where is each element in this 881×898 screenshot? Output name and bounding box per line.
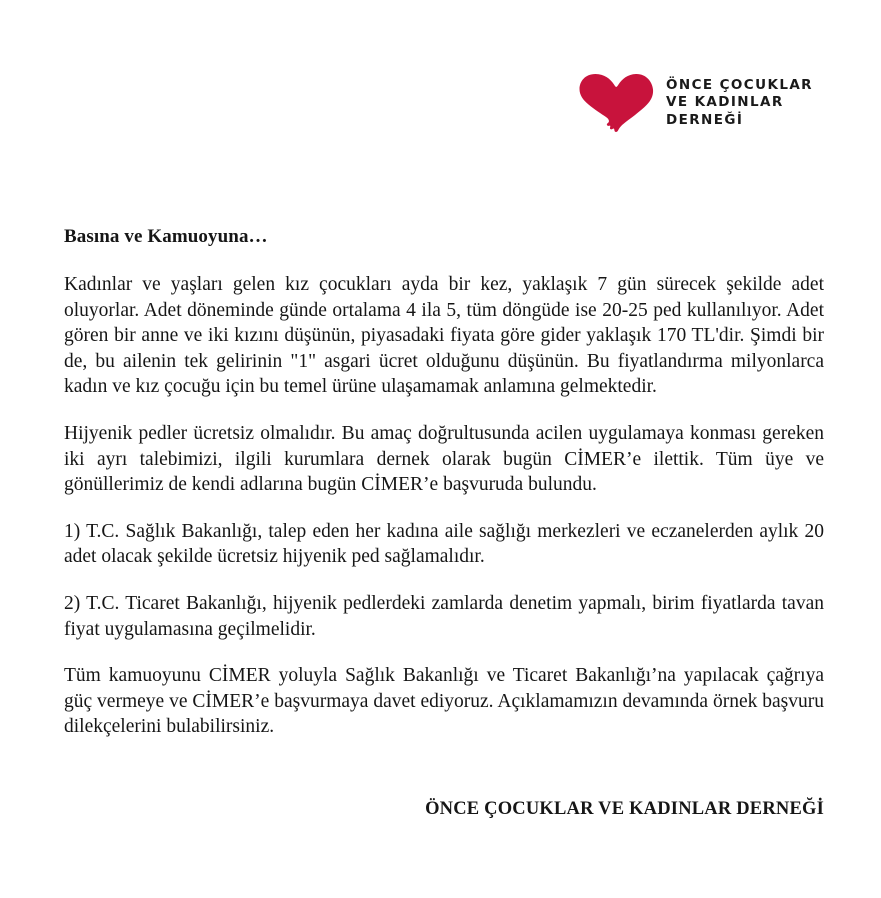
signature-line: ÖNCE ÇOCUKLAR VE KADINLAR DERNEĞİ <box>425 799 824 819</box>
paragraph-demand-item-2: 2) T.C. Ticaret Bakanlığı, hijyenik pedlerdeki zamlarda denetim yapmalı, birim fiyatlarda tavan fiyat uygulamasına geçilmelidir. <box>64 592 824 640</box>
organization-logo <box>578 72 813 134</box>
logo-wordmark-line-2: VE KADINLAR <box>666 94 784 111</box>
paragraph-demand-item-1: 1) T.C. Sağlık Bakanlığı, talep eden her kadına aile sağlığı merkezleri ve eczanelerden aylık 20 adet olacak şekilde ücretsiz hijyenik ped sağlamalıdır. <box>64 520 824 568</box>
heart-silhouette-icon <box>578 72 654 134</box>
logo-wordmark-line-3: DERNEĞİ <box>666 111 744 128</box>
paragraph-call-to-action: Tüm kamuoyunu CİMER yoluyla Sağlık Bakanlığı ve Ticaret Bakanlığı’na yapılacak çağrıya güç vermeye ve CİMER’e başvurmaya davet ediyoruz. Açıklamamızın devamında örnek başvuru dilekçelerini bulabilirsiniz. <box>64 665 824 738</box>
paragraph-intro: Kadınlar ve yaşları gelen kız çocukları ayda bir kez, yaklaşık 7 gün sürecek şekilde adet oluyorlar. Adet döneminde günde ortalama 4 ila 5, tüm döngüde ise 20-25 ped kullanılıyor. Adet gören bir anne ve iki kızını düşünün, piyasadaki fiyata göre gider yaklaşık 170 TL'dir. Şimdi bir de, bu ailenin tek gelirinin "1" asgari ücret olduğunu düşünün. Bu fiyatlandırma milyonlarca kadın ve kız çocuğu için bu temel ürüne ulaşamamak anlamına gelmektedir. <box>64 274 824 398</box>
document-body <box>64 224 824 740</box>
page-title: Basına ve Kamuoyuna… <box>64 226 268 247</box>
paragraph-demand-summary: Hijyenik pedler ücretsiz olmalıdır. Bu amaç doğrultusunda acilen uygulamaya konması gereken iki ayrı talebimizi, ilgili kurumlara dernek olarak bugün CİMER’e ilettik. Tüm üye ve gönüllerimiz de kendi adlarına bugün CİMER’e başvuruda bulundu. <box>64 422 824 496</box>
logo-wordmark <box>666 77 813 130</box>
logo-wordmark-line-1: ÖNCE ÇOCUKLAR <box>666 76 813 93</box>
